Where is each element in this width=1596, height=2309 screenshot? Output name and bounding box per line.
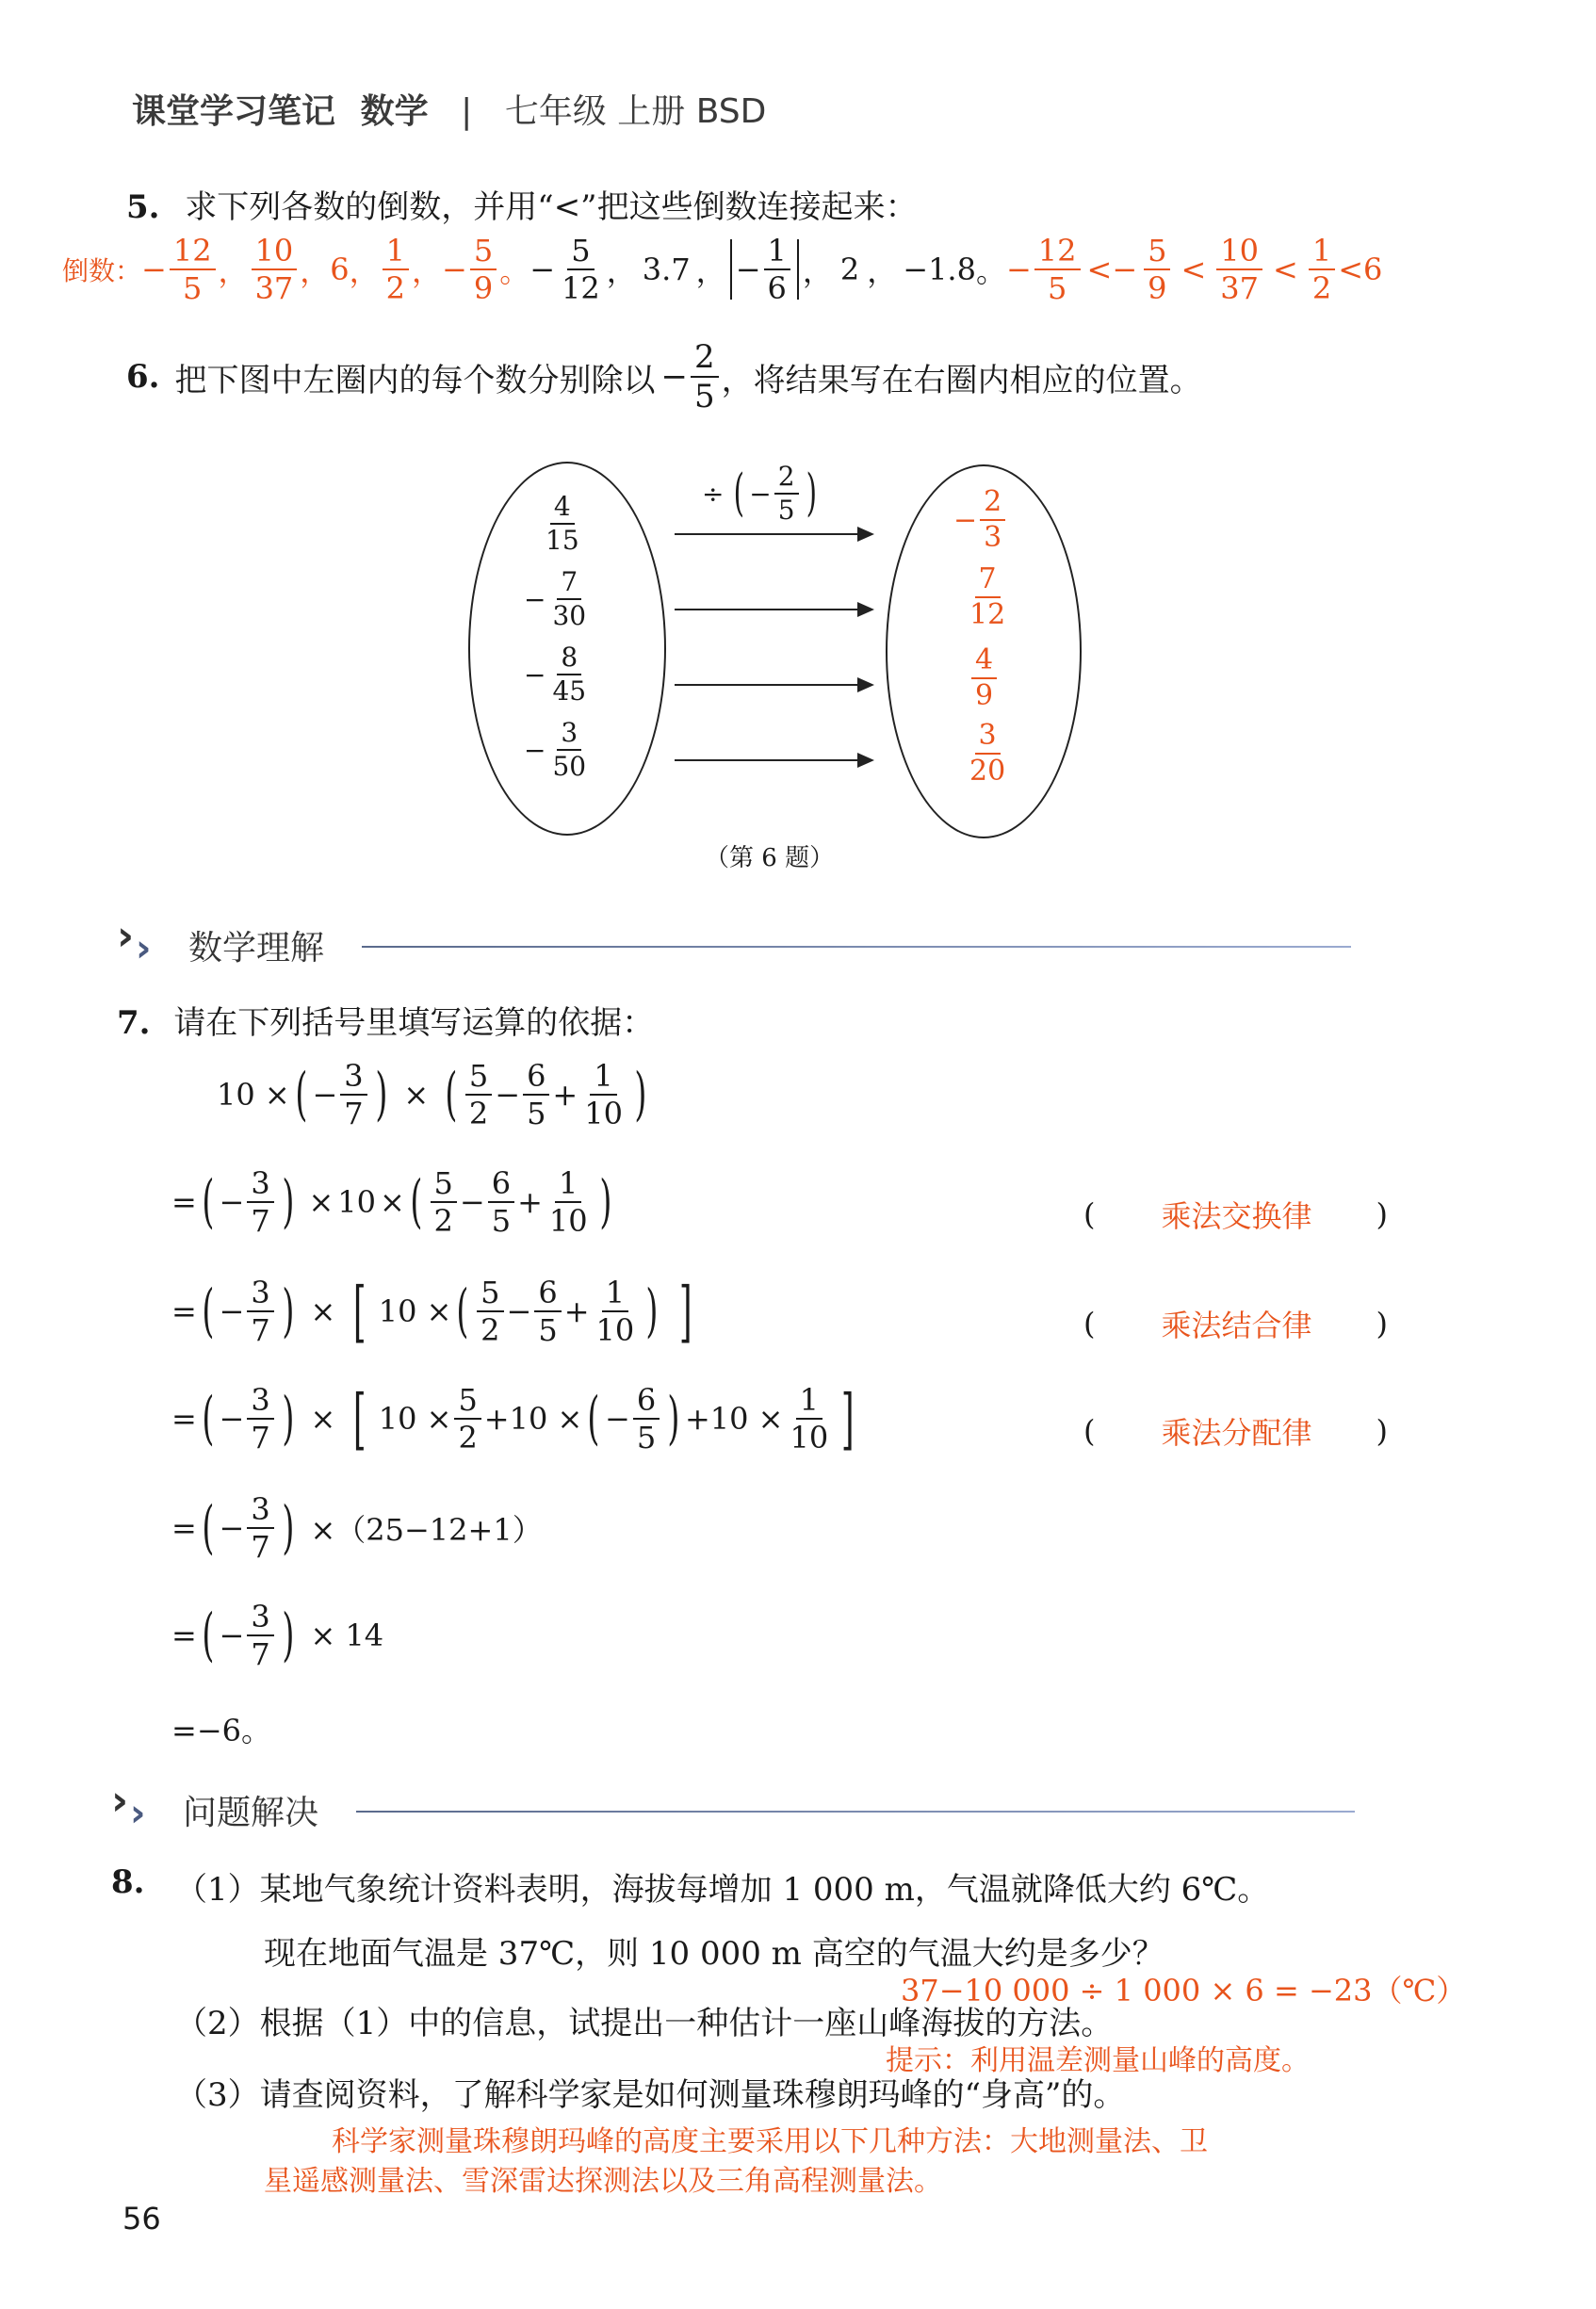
fraction: $\frac{12}{5}$ xyxy=(170,236,216,303)
fraction: $\frac{7}{30}$ xyxy=(552,566,587,631)
q7-line-1: 10 × ( − $\frac{3}{7}$ ) × ( $\frac{5}{2}$ − $\frac{6}{5}$ + $\frac{1}{10}$ ) xyxy=(217,1058,647,1131)
arrow-3 xyxy=(675,684,872,686)
q8-answer1: 37−10 000 ÷ 1 000 × 6 = −23（℃） xyxy=(901,1973,1467,2008)
reason-1: ( 乘法交换律 ) xyxy=(1083,1193,1388,1236)
right-value-4 xyxy=(963,719,1012,788)
fraction: $\frac{3}{7}$ xyxy=(247,1385,273,1453)
q8-answer3-line2: 星遥感测量法、雪深雷达探测法以及三角高程测量法。 xyxy=(264,2165,942,2198)
fraction: $\frac{3}{7}$ xyxy=(340,1061,366,1129)
fraction: $\frac{12}{5}$ xyxy=(1034,236,1081,303)
fraction: $\frac{6}{5}$ xyxy=(488,1168,514,1236)
divide-operator: ÷ ( − $\frac{2}{5}$ ) xyxy=(702,461,817,526)
section-divider xyxy=(356,1811,1355,1813)
left-value-2: − $\frac{7}{30}$ xyxy=(524,569,593,629)
fraction: $\frac{2}{5}$ xyxy=(774,463,799,524)
fraction: $\frac{1}{10}$ xyxy=(584,1058,623,1131)
book-title xyxy=(132,85,766,133)
section-title-understanding: 数学理解 xyxy=(188,929,325,968)
reason-3: ( 乘法分配律 ) xyxy=(1083,1409,1388,1453)
fraction: $\frac{5}{2}$ xyxy=(454,1385,480,1453)
q7-number: 7. xyxy=(117,1004,151,1042)
fraction: $\frac{5}{2}$ xyxy=(431,1168,457,1236)
fraction: $\frac{5}{2}$ xyxy=(465,1061,492,1129)
fraction: $\frac{1}{10}$ xyxy=(548,1165,588,1239)
fraction: $\frac{5}{12}$ xyxy=(562,233,600,306)
fraction: $\frac{1}{10}$ xyxy=(595,1275,635,1348)
section-title-solving: 问题解决 xyxy=(183,1794,319,1832)
q5-text: 求下列各数的倒数，并用“<”把这些倒数连接起来： xyxy=(185,188,918,226)
q8-answer3-line1: 科学家测量珠穆朗玛峰的高度主要采用以下几种方法：大地测量法、卫 xyxy=(332,2125,1208,2158)
header-separator: | xyxy=(461,92,473,131)
fraction: $\frac{1}{10}$ xyxy=(790,1382,829,1455)
right-value-3 xyxy=(969,643,1000,712)
series-title: 课堂学习笔记 xyxy=(132,92,336,131)
q8-part3: （3）请查阅资料，了解科学家是如何测量珠穆朗玛峰的“身高”的。 xyxy=(175,2076,1126,2114)
arrow-2 xyxy=(675,609,872,610)
q7-line-6: = ( − $\frac{3}{7}$ ) × 14 xyxy=(171,1599,384,1672)
q5-prompt xyxy=(126,181,918,227)
reason-distributive: 乘法分配律 xyxy=(1161,1415,1312,1451)
fraction: $\frac{4}{15}$ xyxy=(546,491,579,556)
reason-2: ( 乘法结合律 ) xyxy=(1083,1302,1388,1345)
left-value-1 xyxy=(539,491,586,556)
arrow-1 xyxy=(675,533,872,535)
fraction: $\frac{3}{7}$ xyxy=(247,1277,273,1345)
chevron-icon: › xyxy=(136,927,152,970)
q7-line-2: = ( − $\frac{3}{7}$ ) × 10 × ( $\frac{5}{2}$ − $\frac{6}{5}$ + $\frac{1}{10}$ ) xyxy=(171,1165,611,1239)
left-value-4: − $\frac{3}{50}$ xyxy=(524,720,593,780)
section-divider xyxy=(362,946,1351,948)
grade-label: 七年级 上册 BSD xyxy=(504,92,767,131)
q5-given-numbers: − $\frac{5}{12}$ ， 3.7 ， − $\frac{1}{6}$ ， 2 ， −1.8 。 xyxy=(529,233,1006,306)
q7-prompt: 7. 请在下列括号里填写运算的依据： xyxy=(117,1004,655,1042)
fraction: $\frac{5}{9}$ xyxy=(470,236,497,303)
fraction: $\frac{1}{2}$ xyxy=(1309,236,1335,303)
fraction: $\frac{5}{9}$ xyxy=(1144,236,1170,303)
abs-bar-right xyxy=(797,239,799,300)
q5-answer-list: − $\frac{12}{5}$ ， $\frac{10}{37}$ ， 6 ， $\frac{1}{2}$ ， − $\frac{5}{9}$ 。 xyxy=(141,233,530,306)
q7-line-5: = ( − $\frac{3}{7}$ ) ×（25−12+1） xyxy=(171,1491,543,1565)
q5-number: 5. xyxy=(126,188,160,226)
reason-commutative: 乘法交换律 xyxy=(1161,1198,1312,1234)
q8-part2: （2）根据（1）中的信息，试提出一种估计一座山峰海拔的方法。 xyxy=(175,2005,1114,2042)
fraction: $\frac{3}{7}$ xyxy=(247,1168,273,1236)
fraction: $\frac{7}{12}$ xyxy=(969,562,1006,631)
arrow-4 xyxy=(675,759,872,761)
q8-part1-line1: （1）某地气象统计资料表明，海拔每增加 1 000 m，气温就降低大约 6℃。 xyxy=(175,1871,1270,1909)
chevron-icon: › xyxy=(111,1777,129,1825)
q7-line-4: = ( − $\frac{3}{7}$ ) × [ 10 × $\frac{5}{2}$ +10 × ( − $\frac{6}{5}$ ) +10 × $\frac{1}{10}$ ] xyxy=(171,1379,855,1457)
left-value-3: − $\frac{8}{45}$ xyxy=(524,644,593,705)
q6-number: 6. xyxy=(126,358,160,396)
fraction: $\frac{6}{5}$ xyxy=(633,1385,660,1453)
fraction: $\frac{3}{7}$ xyxy=(247,1602,273,1669)
fraction: $\frac{3}{20}$ xyxy=(969,719,1006,788)
figure-caption: （第 6 题） xyxy=(705,844,835,872)
q5-chain: − $\frac{12}{5}$ <− $\frac{5}{9}$ < $\frac{10}{37}$ < $\frac{1}{2}$ <6 xyxy=(1005,233,1383,306)
fraction: $\frac{6}{5}$ xyxy=(534,1277,561,1345)
fraction: $\frac{10}{37}$ xyxy=(252,236,298,303)
q5-answer-row xyxy=(62,233,1383,306)
fraction: $\frac{3}{7}$ xyxy=(247,1494,273,1562)
page-number: 56 xyxy=(122,2201,161,2236)
fraction: $\frac{8}{45}$ xyxy=(552,642,587,707)
fraction: $\frac{1}{2}$ xyxy=(383,236,409,303)
right-value-2 xyxy=(963,562,1012,631)
fraction: $\frac{3}{50}$ xyxy=(552,717,587,782)
q8-answer2: 提示：利用温差测量山峰的高度。 xyxy=(886,2044,1310,2077)
q8-number: 8. xyxy=(111,1863,145,1901)
q6-prompt: 6. 把下图中左圈内的每个数分别除以 − $\frac{2}{5}$ ，将结果写在右圈内相应的位置。 xyxy=(126,338,1202,415)
chevron-icon: › xyxy=(130,1792,146,1835)
fraction: $\frac{5}{2}$ xyxy=(477,1277,503,1345)
q7-line-3: = ( − $\frac{3}{7}$ ) × [ 10 × ( $\frac{5}{2}$ − $\frac{6}{5}$ + $\frac{1}{10}$ ) ] xyxy=(171,1272,692,1350)
q5-answer-label: 倒数： xyxy=(62,255,142,286)
q8-part1-line2: 现在地面气温是 37℃，则 10 000 m 高空的气温大约是多少？ xyxy=(264,1935,1164,1973)
fraction: $\frac{10}{37}$ xyxy=(1216,236,1262,303)
abs-bar-left xyxy=(730,239,732,300)
fraction: $\frac{2}{5}$ xyxy=(691,341,719,413)
fraction: $\frac{6}{5}$ xyxy=(523,1061,549,1129)
right-value-1: − $\frac{2}{3}$ xyxy=(953,488,1008,552)
chevron-icon: › xyxy=(117,912,135,960)
reason-associative: 乘法结合律 xyxy=(1161,1308,1312,1343)
fraction: $\frac{1}{6}$ xyxy=(764,236,790,303)
fraction: $\frac{2}{3}$ xyxy=(980,488,1005,552)
subject-title: 数学 xyxy=(360,92,429,131)
fraction: $\frac{4}{9}$ xyxy=(971,646,997,710)
q7-result: =−6。 xyxy=(171,1713,271,1748)
